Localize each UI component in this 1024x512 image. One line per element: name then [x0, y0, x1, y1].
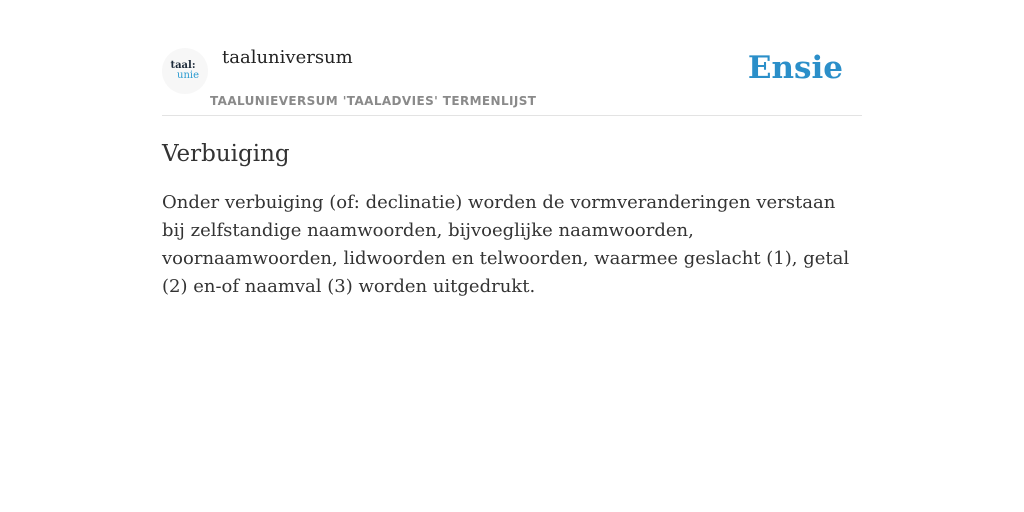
source-name[interactable]: taaluniversum: [222, 47, 353, 68]
logo-text-line1: taal:: [170, 60, 196, 71]
source-subtitle: TAALUNIEVERSUM 'TAALADVIES' TERMENLIJST: [210, 94, 537, 108]
page: [162, 0, 862, 301]
source-header: [162, 44, 862, 116]
logo-text-line2: unie: [177, 70, 199, 81]
taalunie-logo-icon[interactable]: [162, 48, 208, 94]
term-title: Verbuiging: [162, 141, 290, 167]
term-definition: Onder verbuiging (of: declinatie) worden de vormveranderingen verstaan bij zelfstandige naamwoorden, bijvoeglijke naamwoorden, voornaamwoorden, lidwoorden en telwoorden, waarmee geslacht (1), getal (2) en-of naamval (3) worden uitgedrukt.: [162, 192, 850, 297]
ensie-brand-link[interactable]: Ensie: [747, 50, 843, 86]
